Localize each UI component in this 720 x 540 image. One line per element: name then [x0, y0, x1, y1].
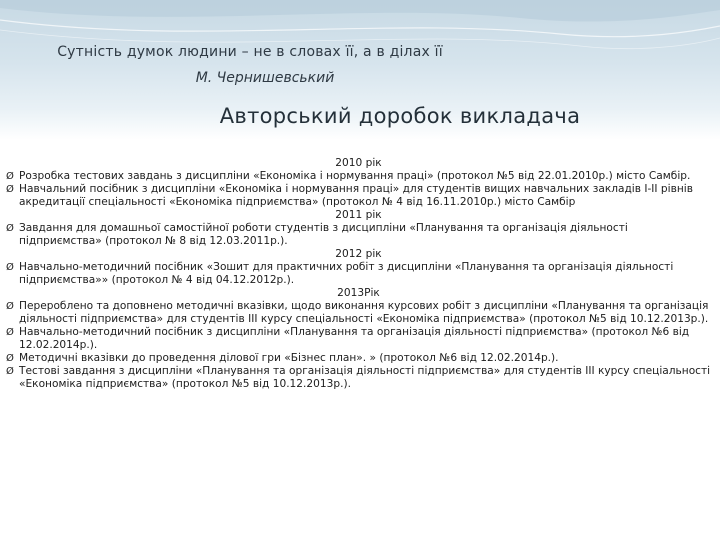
year-heading: 2013Рік — [337, 287, 380, 299]
arrow-bullet-icon: Ø — [6, 301, 14, 312]
epigraph-author: М. Чернишевський — [195, 70, 335, 86]
list-item-text: Навчальний посібник з дисципліни «Економіка і нормування праці» для студентів вищих навчальних закладів І-ІІ рівнів акредитації спеціальності «Економіка підприємства» (протокол № 4 від 16.11.2010р.) місто Самбір — [19, 183, 693, 208]
arrow-bullet-icon: Ø — [6, 366, 14, 377]
year-heading: 2011 рік — [335, 209, 382, 221]
arrow-bullet-icon: Ø — [6, 223, 14, 234]
slide-title: Авторський доробок викладача — [219, 104, 581, 128]
year-heading: 2012 рік — [335, 248, 382, 260]
list-item — [6, 365, 711, 391]
list-item — [6, 352, 711, 365]
list-item — [6, 183, 711, 209]
list-item-text: Навчально-методичний посібник з дисципліни «Планування та організація діяльності підприємства» (протокол №6 від 12.02.2014р.). — [19, 326, 690, 351]
list-item-text: Перероблено та доповнено методичні вказівки, щодо виконання курсових робіт з дисципліни «Планування та організація діяльності підприємства» для студентів ІІІ курсу спеціальності «Економіка підприємства» (протокол №5 від 10.12.2013р.). — [19, 300, 709, 325]
arrow-bullet-icon: Ø — [6, 171, 14, 182]
works-list — [6, 157, 711, 391]
list-item — [6, 326, 711, 352]
list-item-text: Розробка тестових завдань з дисципліни «Економіка і нормування праці» (протокол №5 від 22.01.2010р.) місто Самбір. — [19, 170, 691, 182]
list-item-text: Навчально-методичний посібник «Зошит для практичних робіт з дисципліни «Планування та організація діяльності підприємства»» (протокол № 4 від 04.12.2012р.). — [19, 261, 674, 286]
epigraph-quote: Сутність думок людини – не в словах її, а в ділах її — [57, 44, 443, 60]
list-item-text: Завдання для домашньої самостійної роботи студентів з дисципліни «Планування та організація діяльності підприємства» (протокол № 8 від 12.03.2011р.). — [19, 222, 628, 247]
arrow-bullet-icon: Ø — [6, 327, 14, 338]
arrow-bullet-icon: Ø — [6, 184, 14, 195]
arrow-bullet-icon: Ø — [6, 262, 14, 273]
list-item — [6, 300, 711, 326]
list-item — [6, 170, 711, 183]
list-item — [6, 222, 711, 248]
list-item-text: Методичні вказівки до проведення ділової гри «Бізнес план». » (протокол №6 від 12.02.2014р.). — [19, 352, 559, 364]
list-item-text: Тестові завдання з дисципліни «Планування та організація діяльності підприємства» для студентів ІІІ курсу спеціальності «Економіка підприємства» (протокол №5 від 10.12.2013р.). — [19, 365, 711, 390]
year-heading: 2010 рік — [335, 157, 382, 169]
list-item — [6, 261, 711, 287]
arrow-bullet-icon: Ø — [6, 353, 14, 364]
